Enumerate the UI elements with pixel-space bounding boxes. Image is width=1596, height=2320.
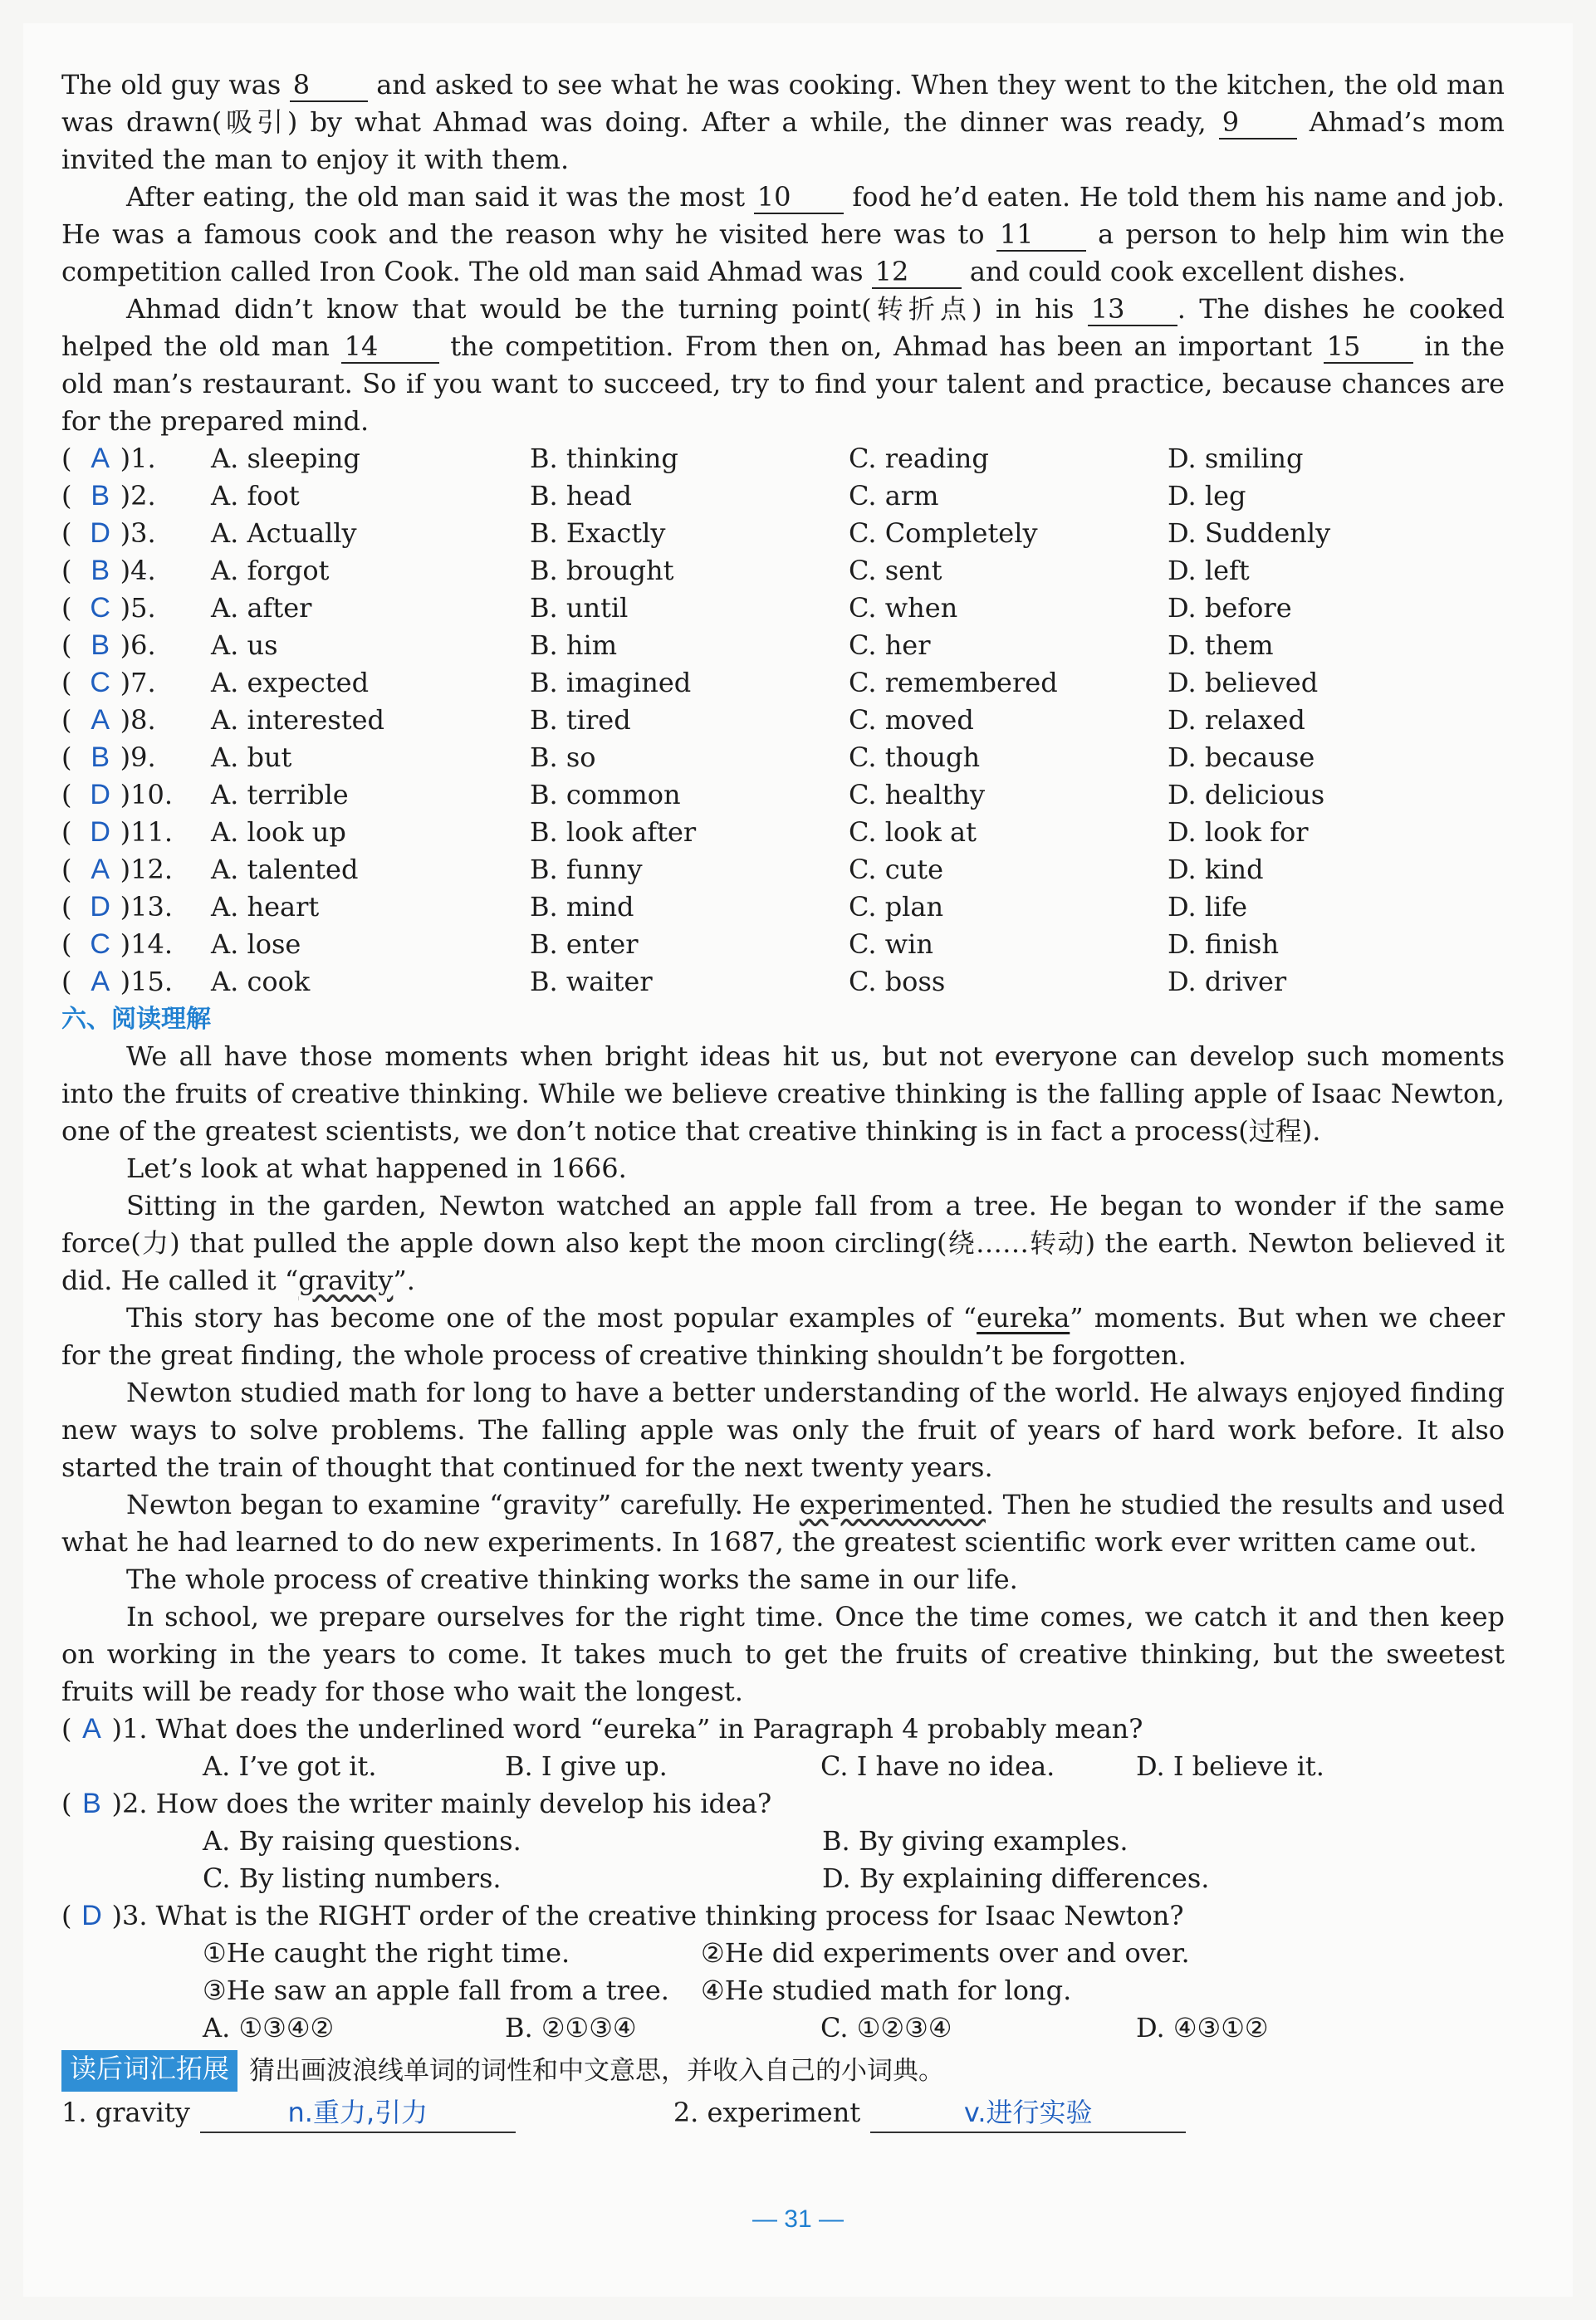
answer-mark: C — [90, 928, 110, 960]
option-a: A. after — [211, 592, 312, 624]
answer-mark: C — [90, 667, 110, 698]
option-b: B. ②①③④ — [505, 2012, 637, 2043]
option-b: B. enter — [530, 928, 639, 960]
option-c: C. healthy — [849, 779, 986, 810]
reading-question-2: ( B )2. How does the writer mainly develop his idea? — [61, 1785, 1505, 1823]
worksheet-content — [61, 66, 1505, 2133]
answer-mark: A — [91, 443, 110, 474]
option-c: C. when — [849, 592, 958, 624]
reading-paragraph-5: Newton studied math for long to have a better understanding of the world. He always enjoyed finding new ways to solve problems. The falling apple was only the fruit of years of hard work before. It also started the train of thought that continued for the next twenty years. — [61, 1377, 1505, 1483]
option-d: D. ④③①② — [1136, 2012, 1269, 2043]
blank-9: 9 — [1219, 106, 1297, 139]
answer-mark: B — [82, 1788, 101, 1819]
option-d: D. left — [1168, 555, 1250, 586]
answer-mark: D — [90, 816, 110, 848]
wavy-word-gravity: gravity — [298, 1265, 394, 1296]
option-d: D. delicious — [1168, 779, 1325, 810]
question-number: ( B )9. — [61, 739, 211, 776]
reading-question-1: ( A )1. What does the underlined word “eureka” in Paragraph 4 probably mean? — [61, 1711, 1505, 1748]
option-a: A. sleeping — [211, 443, 360, 474]
vocab-instruction: 猜出画波浪线单词的词性和中文意思，并收入自己的小词典。 — [249, 2056, 945, 2086]
option-a: A. heart — [211, 891, 320, 923]
option-c: C. sent — [849, 555, 942, 586]
option-c: C. boss — [849, 966, 946, 997]
option-c: C. By listing numbers. — [203, 1862, 502, 1894]
cloze-question-row — [61, 627, 1505, 664]
question-number: ( A )1. — [61, 440, 211, 477]
option-c: C. cute — [849, 854, 944, 885]
cloze-paragraph-1: The old guy was 8 and asked to see what he was cooking. When they went to the kitchen, the old man was drawn(吸引) by what Ahmad was doing. After a while, the dinner was ready, 9 Ahmad’s mom invited the man to enjoy it with them. — [61, 69, 1505, 175]
answer-mark: D — [90, 891, 110, 923]
wavy-word-experimented: experimented — [799, 1489, 986, 1520]
option-a: A. terrible — [211, 779, 349, 810]
cloze-question-list — [61, 440, 1505, 1001]
option-c: C. her — [849, 629, 931, 661]
blank-10: 10 — [754, 181, 844, 214]
cloze-question-row — [61, 664, 1505, 702]
cloze-question-row — [61, 477, 1505, 515]
statement-3: ③He saw an apple fall from a tree. — [203, 1975, 669, 2006]
cloze-question-row — [61, 814, 1505, 851]
cloze-question-row — [61, 926, 1505, 963]
statement-1: ①He caught the right time. — [203, 1937, 570, 1969]
option-d: D. Suddenly — [1168, 517, 1331, 549]
option-b: B. Exactly — [530, 517, 666, 549]
option-b: B. common — [530, 779, 681, 810]
option-d: D. I believe it. — [1136, 1750, 1324, 1782]
answer-mark: D — [90, 779, 110, 810]
answer-mark: B — [91, 480, 110, 511]
cloze-question-row — [61, 963, 1505, 1001]
option-c: C. moved — [849, 704, 974, 736]
blank-15: 15 — [1324, 330, 1413, 364]
option-b: B. until — [530, 592, 629, 624]
reading-paragraph-4: This story has become one of the most popular examples of “eureka” moments. But when we cheer for the great finding, the whole process of creative thinking shouldn’t be forgotten. — [61, 1302, 1505, 1371]
option-c: C. look at — [849, 816, 977, 848]
vocab-title: 读后词汇拓展 — [61, 2050, 237, 2092]
option-b: B. brought — [530, 555, 674, 586]
option-d: D. relaxed — [1168, 704, 1305, 736]
option-b: B. I give up. — [505, 1750, 668, 1782]
option-a: A. Actually — [211, 517, 357, 549]
question-number: ( B )2. — [61, 477, 211, 515]
vocab-word-1-answer: n.重力,引力 — [200, 2092, 516, 2133]
cloze-question-row — [61, 851, 1505, 888]
reading-question-2-options-ab — [61, 1823, 1505, 1860]
option-d: D. leg — [1168, 480, 1246, 511]
option-d: D. finish — [1168, 928, 1280, 960]
option-d: D. driver — [1168, 966, 1287, 997]
reading-paragraph-3: Sitting in the garden, Newton watched an apple fall from a tree. He began to wonder if the same force(力) that pulled the apple down also kept the moon circling(绕……转动) the earth. Newton believed it did. He called it “gravity”. — [61, 1190, 1505, 1296]
option-b: B. By giving examples. — [822, 1825, 1128, 1857]
answer-mark: D — [81, 1900, 102, 1931]
option-b: B. thinking — [530, 443, 678, 474]
reading-paragraph-6: Newton began to examine “gravity” carefully. He experimented. Then he studied the results and used what he had learned to do new experiments. In 1687, the greatest scientific work ever written came out. — [61, 1489, 1505, 1558]
page-number: — 31 — — [751, 2205, 845, 2233]
option-c: C. win — [849, 928, 933, 960]
option-c: C. remembered — [849, 667, 1058, 698]
question-number: ( C )5. — [61, 590, 211, 627]
option-a: A. but — [211, 742, 292, 773]
vocab-header — [61, 2050, 1505, 2092]
reading-question-3: ( D )3. What is the RIGHT order of the creative thinking process for Isaac Newton? — [61, 1897, 1505, 1935]
reading-question-3-options — [61, 2009, 1505, 2047]
option-a: A. interested — [211, 704, 385, 736]
blank-12: 12 — [872, 256, 962, 289]
option-b: B. waiter — [530, 966, 653, 997]
reading-question-3-statements-34 — [61, 1972, 1505, 2009]
option-d: D. because — [1168, 742, 1315, 773]
question-number: ( A )15. — [61, 963, 211, 1001]
answer-mark: D — [90, 517, 110, 549]
cloze-question-row — [61, 702, 1505, 739]
vocab-word-1-label: 1. gravity — [61, 2097, 190, 2128]
option-a: A. talented — [211, 854, 359, 885]
cloze-question-row — [61, 515, 1505, 552]
option-d: D. kind — [1168, 854, 1264, 885]
option-a: A. I’ve got it. — [203, 1750, 377, 1782]
option-b: B. head — [530, 480, 632, 511]
option-a: A. By raising questions. — [203, 1825, 521, 1857]
cloze-question-row — [61, 776, 1505, 814]
answer-mark: B — [91, 629, 110, 661]
option-d: D. before — [1168, 592, 1292, 624]
option-d: D. By explaining differences. — [822, 1862, 1210, 1894]
option-c: C. plan — [849, 891, 944, 923]
statement-4: ④He studied math for long. — [701, 1975, 1072, 2006]
option-d: D. believed — [1168, 667, 1319, 698]
option-a: A. ①③④② — [203, 2012, 335, 2043]
option-c: C. I have no idea. — [820, 1750, 1055, 1782]
question-number: ( C )7. — [61, 664, 211, 702]
reading-question-1-options — [61, 1748, 1505, 1785]
question-number: ( B )6. — [61, 627, 211, 664]
question-number: ( A )12. — [61, 851, 211, 888]
cloze-question-row — [61, 590, 1505, 627]
option-d: D. look for — [1168, 816, 1309, 848]
blank-8: 8 — [290, 69, 368, 102]
option-b: B. tired — [530, 704, 631, 736]
reading-paragraph-2: Let’s look at what happened in 1666. — [126, 1153, 627, 1184]
option-a: A. forgot — [211, 555, 330, 586]
cloze-question-row — [61, 552, 1505, 590]
vocab-answers — [61, 2092, 1505, 2133]
option-c: C. ①②③④ — [820, 2012, 952, 2043]
question-number: ( A )8. — [61, 702, 211, 739]
option-d: D. them — [1168, 629, 1274, 661]
option-a: A. lose — [211, 928, 301, 960]
reading-paragraph-7: The whole process of creative thinking works the same in our life. — [126, 1564, 1018, 1595]
option-c: C. reading — [849, 443, 989, 474]
question-number: ( D )13. — [61, 888, 211, 926]
answer-mark: B — [91, 555, 110, 586]
question-number: ( D )11. — [61, 814, 211, 851]
blank-14: 14 — [341, 330, 439, 364]
vocab-word-2-label: 2. experiment — [673, 2097, 861, 2128]
reading-heading: 六、阅读理解 — [61, 1005, 211, 1034]
blank-11: 11 — [996, 218, 1086, 252]
option-b: B. funny — [530, 854, 643, 885]
option-d: D. smiling — [1168, 443, 1304, 474]
option-c: C. arm — [849, 480, 939, 511]
option-a: A. us — [211, 629, 278, 661]
option-c: C. Completely — [849, 517, 1038, 549]
option-b: B. mind — [530, 891, 634, 923]
option-a: A. expected — [211, 667, 370, 698]
cloze-paragraph-2: After eating, the old man said it was the most 10 food he’d eaten. He told them his name and job. He was a famous cook and the reason why he visited here was to 11 a person to help him win the competition called Iron Cook. The old man said Ahmad was 12 and could cook excellent dishes. — [61, 181, 1505, 287]
answer-mark: B — [91, 742, 110, 773]
answer-mark: A — [91, 854, 110, 885]
reading-paragraph-8: In school, we prepare ourselves for the right time. Once the time comes, we catch it and then keep on working in the years to come. It takes much to get the fruits of creative thinking, but the sweetest fruits will be ready for those who wait the longest. — [61, 1601, 1505, 1707]
question-number: ( B )4. — [61, 552, 211, 590]
cloze-paragraph-3: Ahmad didn’t know that would be the turning point(转折点) in his 13 . The dishes he cooked helped the old man 14 the competition. From then on, Ahmad has been an important 15 in the old man’s restaurant. So if you want to succeed, try to find your talent and practice, because chances are for the prepared mind. — [61, 293, 1505, 437]
option-b: B. so — [530, 742, 596, 773]
question-number: ( D )3. — [61, 515, 211, 552]
option-a: A. cook — [211, 966, 311, 997]
cloze-question-row — [61, 888, 1505, 926]
blank-13: 13 — [1088, 293, 1177, 326]
reading-question-3-statements-12 — [61, 1935, 1505, 1972]
question-number: ( C )14. — [61, 926, 211, 963]
cloze-question-row — [61, 739, 1505, 776]
answer-mark: A — [91, 704, 110, 736]
statement-2: ②He did experiments over and over. — [701, 1937, 1190, 1969]
question-number: ( D )10. — [61, 776, 211, 814]
option-b: B. him — [530, 629, 618, 661]
option-b: B. look after — [530, 816, 697, 848]
option-c: C. though — [849, 742, 981, 773]
answer-mark: A — [91, 966, 110, 997]
option-b: B. imagined — [530, 667, 692, 698]
reading-question-2-options-cd — [61, 1860, 1505, 1897]
option-d: D. life — [1168, 891, 1248, 923]
reading-paragraph-1: We all have those moments when bright ideas hit us, but not everyone can develop such moments into the fruits of creative thinking. While we believe creative thinking is the falling apple of Isaac Newton, one of the greatest scientists, we don’t notice that creative thinking is in fact a process(过程). — [61, 1040, 1505, 1147]
underlined-word-eureka: eureka — [977, 1302, 1070, 1334]
answer-mark: C — [90, 592, 110, 624]
cloze-question-row — [61, 440, 1505, 477]
vocab-word-2-answer: v.进行实验 — [870, 2092, 1186, 2133]
answer-mark: A — [82, 1713, 101, 1745]
option-a: A. look up — [211, 816, 346, 848]
option-a: A. foot — [211, 480, 300, 511]
